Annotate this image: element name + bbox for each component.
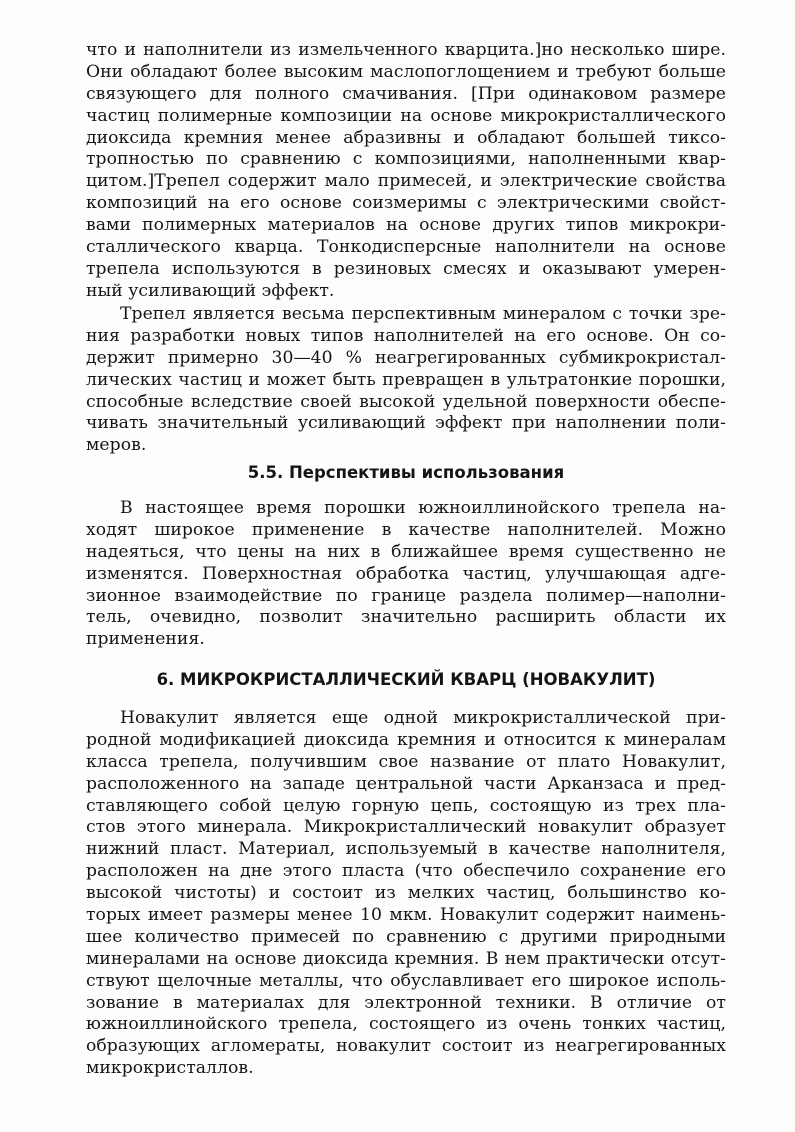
text-line: меров. [86,435,147,456]
paragraph-tripoli-prospects [86,304,726,457]
text-line: способные вследствие своей высокой удельной поверхности обеспе- [86,391,726,412]
text-line: трепела используются в резиновых смесях и оказывают умерен- [86,258,726,279]
text-line: Они обладают более высоким маслопоглощением и требуют больше [86,61,726,82]
text-line: композиций на его основе соизмеримы с электрическими свойст- [86,193,726,214]
text-line: микрокристаллов. [86,1058,254,1079]
text-line: частиц полимерные композиции на основе микрокристаллического [86,105,726,126]
text-line: зионное взаимодействие по границе раздела полимер—наполни- [86,585,726,606]
text-line: южноиллинойского трепела, состоящего из очень тонких частиц, [86,1014,726,1035]
text-line: торых имеет размеры менее 10 мкм. Новакулит содержит наимень- [86,905,726,926]
text-line: ходят широкое применение в качестве наполнителей. Можно [86,519,726,540]
text-line: шее количество примесей по сравнению с другими природными [86,926,726,947]
text-line: класса трепела, получившим свое название от плато Новакулит, [86,751,726,772]
text-line: лических частиц и может быть превращен в ультратонкие порошки, [86,369,726,390]
text-line: что и наполнители из измельченного кварцита.]но несколько шире. [86,40,726,60]
text-line: связующего для полного смачивания. [При одинаковом размере [86,83,726,104]
text-line: ния разработки новых типов наполнителей на его основе. Он со- [86,325,726,346]
text-line: Новакулит является еще одной микрокристаллической при- [120,708,726,728]
text-line: ставляющего собой целую горную цепь, состоящую из трех пла- [86,795,726,816]
text-line: цитом.]Трепел содержит мало примесей, и электрические свойства [86,171,726,192]
text-line: Трепел является весьма перспективным минералом с точки зре- [120,304,726,324]
text-line: тропностью по сравнению с композициями, наполненными квар- [86,149,726,170]
text-line: ствуют щелочные металлы, что обуславливает его широкое исполь- [86,970,726,991]
text-line: В настоящее время порошки южноиллинойского трепела на- [120,498,726,518]
section-heading-6: 6. МИКРОКРИСТАЛЛИЧЕСКИЙ КВАРЦ (НОВАКУЛИТ) [156,670,656,689]
paragraph-novaculite [86,708,726,1080]
paragraph-fillers-properties [86,40,726,303]
text-line: родной модификацией диоксида кремния и относится к минералам [86,729,726,750]
text-line: диоксида кремния менее абразивны и обладают большей тиксо- [86,127,726,148]
text-line: минералами на основе диоксида кремния. В нем практически отсут- [86,948,726,969]
text-line: сталлического кварца. Тонкодисперсные наполнители на основе [86,237,726,258]
text-line: тель, очевидно, позволит значительно расширить области их [86,607,726,628]
text-line: высокой чистоты) и состоит из мелких частиц, большинство ко- [86,883,726,904]
text-line: изменятся. Поверхностная обработка частиц, улучшающая адге- [86,563,726,584]
section-heading-5-5: 5.5. Перспективы использования [247,463,565,482]
text-line: надеяться, что цены на них в ближайшее время существенно не [86,541,726,562]
text-line: зование в материалах для электронной техники. В отличие от [86,992,726,1013]
text-line: ный усиливающий эффект. [86,280,335,301]
text-line: чивать значительный усиливающий эффект при наполнении поли- [86,413,726,434]
text-line: образующих агломераты, новакулит состоит из неагрегированных [86,1036,726,1057]
text-line: вами полимерных материалов на основе других типов микрокри- [86,215,726,236]
text-line: расположен на дне этого пласта (что обеспечило сохранение его [86,861,726,882]
paragraph-current-use [86,498,726,651]
text-line: расположенного на западе центральной части Арканзаса и пред- [86,773,726,794]
text-line: стов этого минерала. Микрокристаллический новакулит образует [86,817,726,838]
text-line: нижний пласт. Материал, используемый в качестве наполнителя, [86,839,726,860]
text-line: держит примерно 30—40 % неагрегированных субмикрокристал- [86,347,726,368]
text-line: применения. [86,629,205,650]
